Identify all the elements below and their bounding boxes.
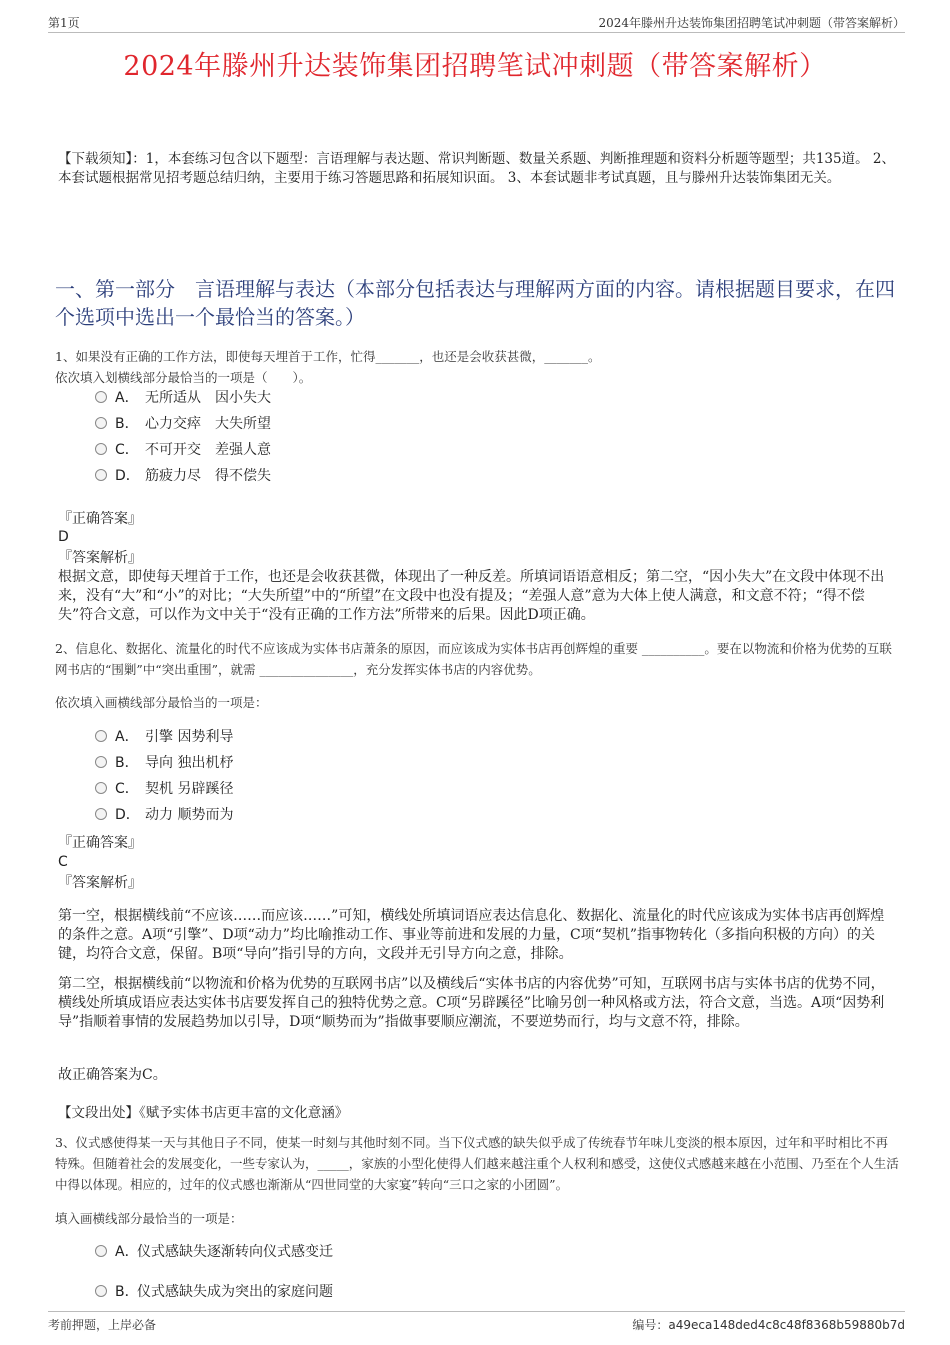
- footer-code: 编号：a49eca148ded4c8c48f8368b59880b7d: [632, 1318, 905, 1332]
- question-1-text: 1、如果没有正确的工作方法，即使每天埋首于工作，忙得_______，也还是会收获甚微，_______。: [55, 349, 601, 364]
- question-3-prompt: 填入画横线部分最恰当的一项是：: [55, 1211, 243, 1226]
- radio-icon[interactable]: [95, 417, 107, 429]
- question-3-option-a[interactable]: A．仪式感缺失逐渐转向仪式感变迁: [95, 1241, 333, 1263]
- question-1-option-b[interactable]: B． 心力交瘁 大失所望: [95, 413, 271, 435]
- question-1-option-a[interactable]: A． 无所适从 因小失大: [95, 387, 271, 409]
- analysis-paragraph-1: 第一空，根据横线前“不应该……而应该……”可知，横线处所填词语应表达信息化、数据化、流量化的时代应该成为实体书店再创辉煌的条件之意。A项“引擎”、D项“动力”均比喻推动工作、事业等前进和发展的力量，C项“契机”指事物转化（多指向积极的方向）的关键，均符合文意，保留。B项“导向”指引导的方向，文段并无引导方向之意，排除。: [58, 908, 885, 962]
- radio-icon[interactable]: [95, 1285, 107, 1297]
- question-1-option-d[interactable]: D． 筋疲力尽 得不偿失: [95, 465, 271, 487]
- page-header: [48, 14, 905, 33]
- question-2-option-d[interactable]: D． 动力 顺势而为: [95, 804, 233, 826]
- radio-icon[interactable]: [95, 391, 107, 403]
- radio-icon[interactable]: [95, 730, 107, 742]
- question-2-option-c[interactable]: C． 契机 另辟蹊径: [95, 778, 233, 800]
- radio-icon[interactable]: [95, 808, 107, 820]
- header-doc-title: 2024年滕州升达装饰集团招聘笔试冲刺题（带答案解析）: [598, 16, 905, 30]
- analysis-paragraph-2: 第二空，根据横线前“以物流和价格为优势的互联网书店”以及横线后“实体书店的内容优势”可知，互联网书店与实体书店的优势不同，横线处所填成语应表达实体书店要发挥自己的独特优势之意。C项“另辟蹊径”比喻另创一种风格或方法，符合文意，当选。A项“因势利导”指顺着事情的发展趋势加以引导，D项“顺势而为”指做事要顺应潮流，不要逆势而行，均与文意不符，排除。: [58, 976, 885, 1030]
- answer-value: D: [58, 529, 69, 545]
- analysis-text: 根据文意，即使每天埋首于工作，也还是会收获甚微，体现出了一种反差。所填词语语意相反；第二空，“因小失大”在文段中体现不出来，没有“大”和“小”的对比；“大失所望”中的“所望”在文段中也没有提及；“差强人意”意为大体上使人满意，和文意不符；“得不偿失”符合文意，可以作为文中关于“没有正确的工作方法”所带来的后果。因此D项正确。: [58, 569, 885, 623]
- analysis-label: 『答案解析』: [58, 875, 142, 891]
- answer-value: C: [58, 854, 68, 870]
- analysis-label: 『答案解析』: [58, 550, 142, 566]
- question-1-option-c[interactable]: C． 不可开交 差强人意: [95, 439, 271, 461]
- download-notice: 【下载须知】：1，本套练习包含以下题型：言语理解与表达题、常识判断题、数量关系题、判断推理题和资料分析题等题型；共135道。 2、本套试题根据常见招考题总结归纳，主要用于练习答题思路和拓展知识面。 3、本套试题非考试真题，且与滕州升达装饰集团无关。: [58, 151, 895, 186]
- footer-slogan: 考前押题，上岸必备: [48, 1318, 157, 1332]
- radio-icon[interactable]: [95, 756, 107, 768]
- question-2-prompt: 依次填入画横线部分最恰当的一项是：: [55, 695, 268, 710]
- radio-icon[interactable]: [95, 782, 107, 794]
- page-number: 第1页: [48, 16, 80, 30]
- section-title: 一、第一部分 言语理解与表达（本部分包括表达与理解两方面的内容。请根据题目要求，在四个选项中选出一个最恰当的答案。）: [55, 277, 895, 329]
- question-2-option-a[interactable]: A． 引擎 因势利导: [95, 726, 233, 748]
- page-footer: [48, 1311, 905, 1332]
- source-citation: 【文段出处】《赋予实体书店更丰富的文化意涵》: [58, 1105, 349, 1121]
- answer-label: 『正确答案』: [58, 835, 142, 851]
- question-2-text: 2、信息化、数据化、流量化的时代不应该成为实体书店萧条的原因，而应该成为实体书店再创辉煌的重要 __________。要在以物流和价格为优势的互联网书店的“围剿”中“突出重围”，就需 _______________，充分发挥实体书店的内容优势。: [55, 641, 892, 677]
- question-3-text: 3、仪式感使得某一天与其他日子不同，使某一时刻与其他时刻不同。当下仪式感的缺失似乎成了传统春节年味儿变淡的根本原因，过年和平时相比不再特殊。但随着社会的发展变化，一些专家认为，_____，家族的小型化使得人们越来越注重个人权利和感受，这使仪式感越来越在小范围、乃至在个人生活中得以体现。相应的，过年的仪式感也渐渐从“四世同堂的大家宴”转向“三口之家的小团圆”。: [55, 1135, 899, 1192]
- question-3-option-b[interactable]: B．仪式感缺失成为突出的家庭问题: [95, 1281, 333, 1303]
- analysis-conclusion: 故正确答案为C。: [58, 1067, 167, 1083]
- question-1-prompt: 依次填入划横线部分最恰当的一项是（ ）。: [55, 370, 312, 385]
- document-title: 2024年滕州升达装饰集团招聘笔试冲刺题（带答案解析）: [123, 51, 827, 82]
- radio-icon[interactable]: [95, 469, 107, 481]
- radio-icon[interactable]: [95, 1245, 107, 1257]
- radio-icon[interactable]: [95, 443, 107, 455]
- question-2-option-b[interactable]: B． 导向 独出机杼: [95, 752, 233, 774]
- answer-label: 『正确答案』: [58, 511, 142, 527]
